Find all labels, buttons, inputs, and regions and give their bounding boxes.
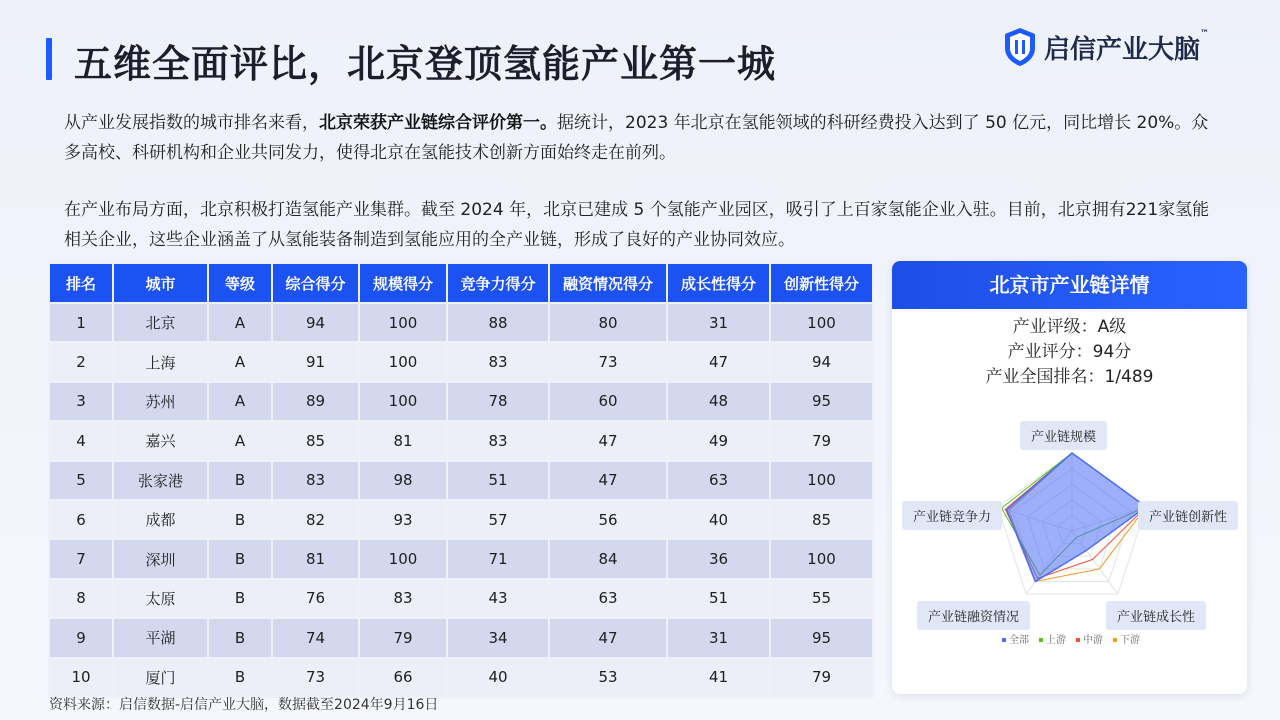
table-cell: 100: [770, 461, 873, 500]
table-cell: 89: [272, 382, 359, 421]
table-cell: 100: [359, 382, 447, 421]
table-cell: 厦门: [113, 658, 208, 697]
table-cell: 31: [667, 303, 770, 342]
table-cell: 4: [49, 421, 113, 460]
table-row: [49, 342, 873, 381]
table-cell: 53: [549, 658, 667, 697]
table-header-cell: 竞争力得分: [447, 263, 549, 303]
table-row: [49, 303, 873, 342]
table-cell: 100: [359, 303, 447, 342]
city-ranking-table: [48, 262, 874, 698]
table-cell: B: [208, 579, 272, 618]
table-cell: 成都: [113, 500, 208, 539]
table-cell: 张家港: [113, 461, 208, 500]
table-cell: 79: [359, 618, 447, 657]
table-cell: 苏州: [113, 382, 208, 421]
table-cell: 71: [447, 539, 549, 578]
table-cell: B: [208, 461, 272, 500]
table-cell: 51: [447, 461, 549, 500]
table-cell: 95: [770, 382, 873, 421]
table-header-cell: 城市: [113, 263, 208, 303]
legend-swatch: [1113, 638, 1117, 642]
table-cell: 9: [49, 618, 113, 657]
industry-score: 产业评分：94分: [1007, 342, 1132, 362]
table-row: [49, 382, 873, 421]
panel-title: 北京市产业链详情: [892, 261, 1247, 309]
table-cell: 83: [359, 579, 447, 618]
table-cell: 36: [667, 539, 770, 578]
legend-item[interactable]: [1039, 631, 1066, 646]
table-cell: 84: [549, 539, 667, 578]
table-cell: 100: [359, 342, 447, 381]
table-cell: 平湖: [113, 618, 208, 657]
table-cell: 91: [272, 342, 359, 381]
industry-rating: 产业评级：A级: [1012, 317, 1127, 337]
table-cell: 57: [447, 500, 549, 539]
table-cell: 78: [447, 382, 549, 421]
table-cell: 74: [272, 618, 359, 657]
table-header-cell: 成长性得分: [667, 263, 770, 303]
table-cell: 深圳: [113, 539, 208, 578]
radar-axis-scale: 产业链规模: [1020, 421, 1107, 450]
table-cell: 嘉兴: [113, 421, 208, 460]
table-row: [49, 500, 873, 539]
table-header-cell: 创新性得分: [770, 263, 873, 303]
table-cell: B: [208, 658, 272, 697]
radar-series-全部: [1007, 453, 1146, 581]
shield-logo-icon: [1002, 26, 1038, 68]
table-cell: 94: [272, 303, 359, 342]
legend-item[interactable]: [1113, 631, 1140, 646]
table-header-cell: 融资情况得分: [549, 263, 667, 303]
table-cell: 6: [49, 500, 113, 539]
table-cell: 79: [770, 421, 873, 460]
table-cell: 63: [549, 579, 667, 618]
legend-label: 全部: [1009, 635, 1029, 646]
table-row: [49, 539, 873, 578]
table-cell: 49: [667, 421, 770, 460]
table-row: [49, 461, 873, 500]
legend-swatch: [1039, 638, 1043, 642]
table-cell: 47: [667, 342, 770, 381]
table-cell: A: [208, 342, 272, 381]
table-cell: 太原: [113, 579, 208, 618]
table-cell: 5: [49, 461, 113, 500]
table-header-cell: 综合得分: [272, 263, 359, 303]
table-cell: 79: [770, 658, 873, 697]
table-cell: 48: [667, 382, 770, 421]
radar-axis-growth: 产业链成长性: [1106, 601, 1206, 630]
table-row: [49, 421, 873, 460]
table-cell: 100: [770, 539, 873, 578]
table-cell: 55: [770, 579, 873, 618]
table-cell: 56: [549, 500, 667, 539]
table-cell: 82: [272, 500, 359, 539]
table-cell: 1: [49, 303, 113, 342]
intro-paragraph-2: 在产业布局方面，北京积极打造氢能产业集群。截至 2024 年，北京已建成 5 个氢能产业园区，吸引了上百家氢能企业入驻。目前，北京拥有221家氢能相关企业，这些企业涵盖了从氢能装备制造到氢能应用的全产业链，形成了良好的产业协同效应。: [64, 200, 1210, 250]
brand-logo: [1002, 26, 1209, 68]
table-cell: 93: [359, 500, 447, 539]
legend-item[interactable]: [1076, 631, 1103, 646]
table-header-cell: 等级: [208, 263, 272, 303]
table-row: [49, 618, 873, 657]
table-cell: 80: [549, 303, 667, 342]
title-accent-bar: [46, 38, 52, 80]
table-header-cell: 排名: [49, 263, 113, 303]
table-cell: 2: [49, 342, 113, 381]
legend-swatch: [1076, 638, 1080, 642]
table-cell: B: [208, 618, 272, 657]
table-cell: 100: [359, 539, 447, 578]
legend-item[interactable]: [1002, 631, 1029, 646]
table-cell: 40: [447, 658, 549, 697]
table-cell: 94: [770, 342, 873, 381]
table-cell: 3: [49, 382, 113, 421]
table-cell: 85: [770, 500, 873, 539]
table-row: [49, 579, 873, 618]
radar-axis-innovation: 产业链创新性: [1138, 501, 1238, 530]
legend-swatch: [1002, 638, 1006, 642]
table-cell: 63: [667, 461, 770, 500]
table-cell: 10: [49, 658, 113, 697]
table-cell: 7: [49, 539, 113, 578]
table-cell: 88: [447, 303, 549, 342]
table-cell: 40: [667, 500, 770, 539]
table-cell: B: [208, 500, 272, 539]
table-cell: 81: [359, 421, 447, 460]
table-header-cell: 规模得分: [359, 263, 447, 303]
table-cell: 83: [272, 461, 359, 500]
table-cell: A: [208, 382, 272, 421]
table-cell: 95: [770, 618, 873, 657]
table-cell: A: [208, 303, 272, 342]
radar-axis-competitiveness: 产业链竞争力: [902, 501, 1002, 530]
table-cell: B: [208, 539, 272, 578]
table-cell: 83: [447, 342, 549, 381]
radar-legend: [1002, 631, 1140, 646]
table-cell: A: [208, 421, 272, 460]
table-cell: 34: [447, 618, 549, 657]
radar-axis-financing: 产业链融资情况: [917, 601, 1030, 630]
table-cell: 66: [359, 658, 447, 697]
table-cell: 北京: [113, 303, 208, 342]
table-cell: 76: [272, 579, 359, 618]
table-cell: 上海: [113, 342, 208, 381]
table-cell: 85: [272, 421, 359, 460]
table-cell: 43: [447, 579, 549, 618]
table-cell: 47: [549, 461, 667, 500]
table-cell: 100: [770, 303, 873, 342]
national-rank: 产业全国排名：1/489: [985, 367, 1154, 387]
table-row: [49, 658, 873, 697]
table-cell: 47: [549, 421, 667, 460]
legend-label: 上游: [1046, 635, 1066, 646]
intro-paragraph-1: 从产业发展指数的城市排名来看，北京荣获产业链综合评价第一。据统计，2023 年北京在氢能领域的科研经费投入达到了 50 亿元，同比增长 20%。众多高校、科研机构和企业共同发力，使得北京在氢能技术创新方面始终走在前列。: [64, 113, 1209, 163]
table-cell: 31: [667, 618, 770, 657]
table-cell: 73: [272, 658, 359, 697]
table-cell: 41: [667, 658, 770, 697]
page-title: 五维全面评比，北京登顶氢能产业第一城: [74, 42, 777, 86]
table-cell: 47: [549, 618, 667, 657]
table-cell: 98: [359, 461, 447, 500]
legend-label: 中游: [1083, 635, 1103, 646]
beijing-detail-panel: [892, 261, 1247, 694]
table-header-row: [49, 263, 873, 303]
table-cell: 60: [549, 382, 667, 421]
table-cell: 83: [447, 421, 549, 460]
table-cell: 51: [667, 579, 770, 618]
table-cell: 73: [549, 342, 667, 381]
data-source-note: 资料来源：启信数据-启信产业大脑，数据截至2024年9月16日: [49, 697, 439, 713]
legend-label: 下游: [1120, 635, 1140, 646]
table-cell: 81: [272, 539, 359, 578]
table-cell: 8: [49, 579, 113, 618]
brand-name: 启信产业大脑™: [1044, 28, 1210, 65]
